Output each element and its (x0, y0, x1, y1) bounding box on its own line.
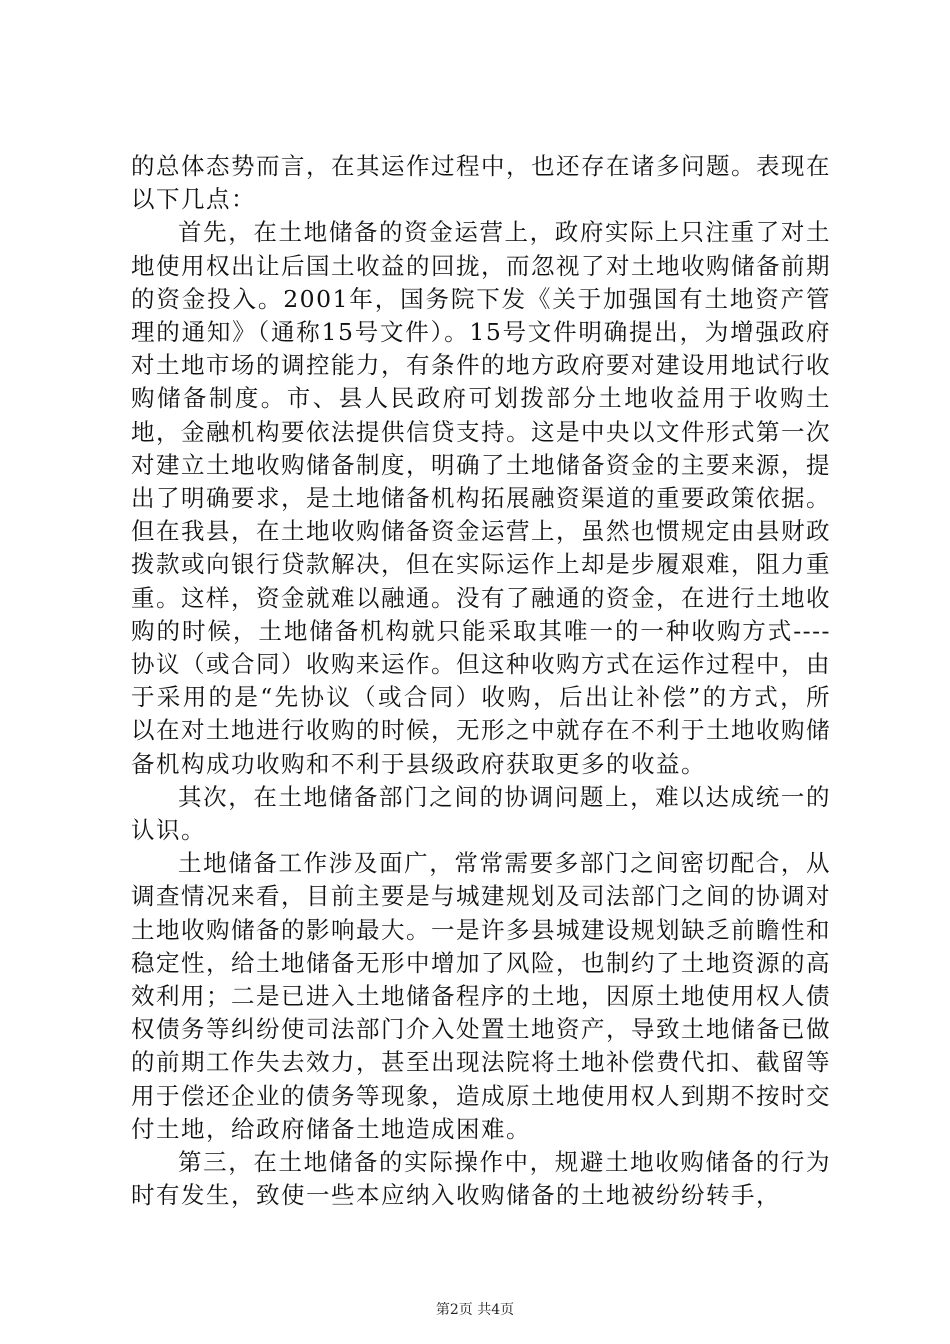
page-footer: 第2页 共4页 (435, 1302, 515, 1318)
document-body (131, 150, 831, 1213)
paragraph-intro: 的总体态势而言，在其运作过程中，也还存在诸多问题。表现在以下几点： (131, 152, 831, 214)
paragraph-coordination-detail: 土地储备工作涉及面广，常常需要多部门之间密切配合，从调查情况来看，目前主要是与城建规划及司法部门之间的协调对土地收购储备的影响最大。一是许多县城建设规划缺乏前瞻性和稳定性，给土地储备无形中增加了风险，也制约了土地资源的高效利用；二是已进入土地储备程序的土地，因原土地使用权人债权债务等纠纷使司法部门介入处置土地资产，导致土地储备已做的前期工作失去效力，甚至出现法院将土地补偿费代扣、截留等用于偿还企业的债务等现象，造成原土地使用权人到期不按时交付土地，给政府储备土地造成困难。 (131, 849, 831, 1143)
paragraph-third-point: 第三，在土地储备的实际操作中，规避土地收购储备的行为时有发生，致使一些本应纳入收购储备的土地被纷纷转手， (131, 1148, 831, 1210)
paragraph-first-point: 首先，在土地储备的资金运营上，政府实际上只注重了对土地使用权出让后国土收益的回拢，而忽视了对土地收购储备前期的资金投入。2001年，国务院下发《关于加强国有土地资产管理的通知》（通称15号文件）。15号文件明确提出，为增强政府对土地市场的调控能力，有条件的地方政府要对建设用地试行收购储备制度。市、县人民政府可划拨部分土地收益用于收购土地，金融机构要依法提供信贷支持。这是中央以文件形式第一次对建立土地收购储备制度，明确了土地储备资金的主要来源，提出了明确要求，是土地储备机构拓展融资渠道的重要政策依据。但在我县，在土地收购储备资金运营上，虽然也惯规定由县财政拨款或向银行贷款解决，但在实际运作上却是步履艰难，阻力重重。这样，资金就难以融通。没有了融通的资金，在进行土地收购的时候，土地储备机构就只能采取其唯一的一种收购方式----协议（或合同）收购来运作。但这种收购方式在运作过程中，由于采用的是“先协议（或合同）收购，后出让补偿”的方式，所以在对土地进行收购的时候，无形之中就存在不利于土地收购储备机构成功收购和不利于县级政府获取更多的收益。 (131, 218, 831, 778)
paragraph-second-point: 其次，在土地储备部门之间的协调问题上，难以达成统一的认识。 (131, 782, 831, 845)
